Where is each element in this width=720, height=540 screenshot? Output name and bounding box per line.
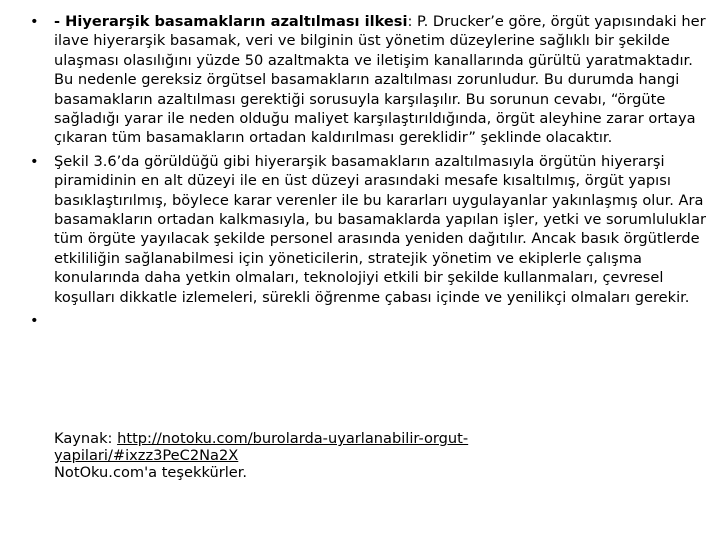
bullet-body: Şekil 3.6’da görüldüğü gibi hiyerarşik basamakların azaltılmasıyla örgütün hiyerarşi piramidinin en alt düzeyi ile en üst düzeyi arasındaki mesafe kısaltılmış, örgüt yapısı basıklaştırılmış, böylece karar verenler ile bu kararları uygulayanlar yakınlaşmış olur. Ara basamakların ortadan kalkmasıyla, bu basamaklarda yapılan işler, yetki ve sorumluluklar tüm örgüte yayılacak şekilde personel arasında yeniden dağıtılır. Ancak basık örgütlerde etkililiğin sağlanabilmesi için yöneticilerin, stratejik yönetim ve ekiplerle çalışma konularında daha yetkin olmaları, teknolojiyi etkili bir şekilde kullanmaları, çevresel koşulları dikkatle izlemeleri, sürekli öğrenme çabası içinde ve yenilikçi olmaları gerekir.: [54, 152, 707, 306]
source-thanks: NotOku.com'a teşekkürler.: [54, 464, 248, 481]
bullet-item-2: [30, 152, 710, 307]
source-citation: [54, 430, 554, 481]
bullet-item-1: [30, 12, 710, 148]
bullet-body: [54, 311, 710, 330]
bullet-icon: •: [30, 13, 39, 30]
bullet-icon: •: [30, 312, 39, 330]
bullet-icon: •: [30, 152, 39, 170]
bullet-item-3: [30, 311, 710, 330]
bullet-text: [54, 12, 710, 148]
bullet-heading: - Hiyerarşik basamakların azaltılması ilkesi: [54, 13, 408, 30]
source-prefix: Kaynak:: [54, 430, 118, 447]
bullet-list: [30, 12, 710, 335]
source-link[interactable]: http://notoku.com/burolarda-uyarlanabilir-orgut-yapilari/#ixzz3PeC2Na2X: [54, 430, 469, 464]
bullet-body: : P. Drucker’e göre, örgüt yapısındaki her ilave hiyerarşik basamak, veri ve bilginin üst yönetim düzeylerine sağlıklı bir şekilde ulaşması olasılığını yüzde 50 azaltmakta ve iletişim kanallarında gürültü yaratmaktadır. Bu nedenle gereksiz örgütsel basamakların azaltılması zorunludur. Bu durumda hangi basamakların azaltılması gerektiği sorusuyla karşılaşılır. Bu sorunun cevabı, “örgüte sağladığı yarar ile neden olduğu maliyet karşılaştırıldığında, örgüt aleyhine zarar ortaya çıkaran tüm basamakların ortadan kaldırılması gereklidir” şeklinde olacaktır.: [54, 13, 706, 147]
